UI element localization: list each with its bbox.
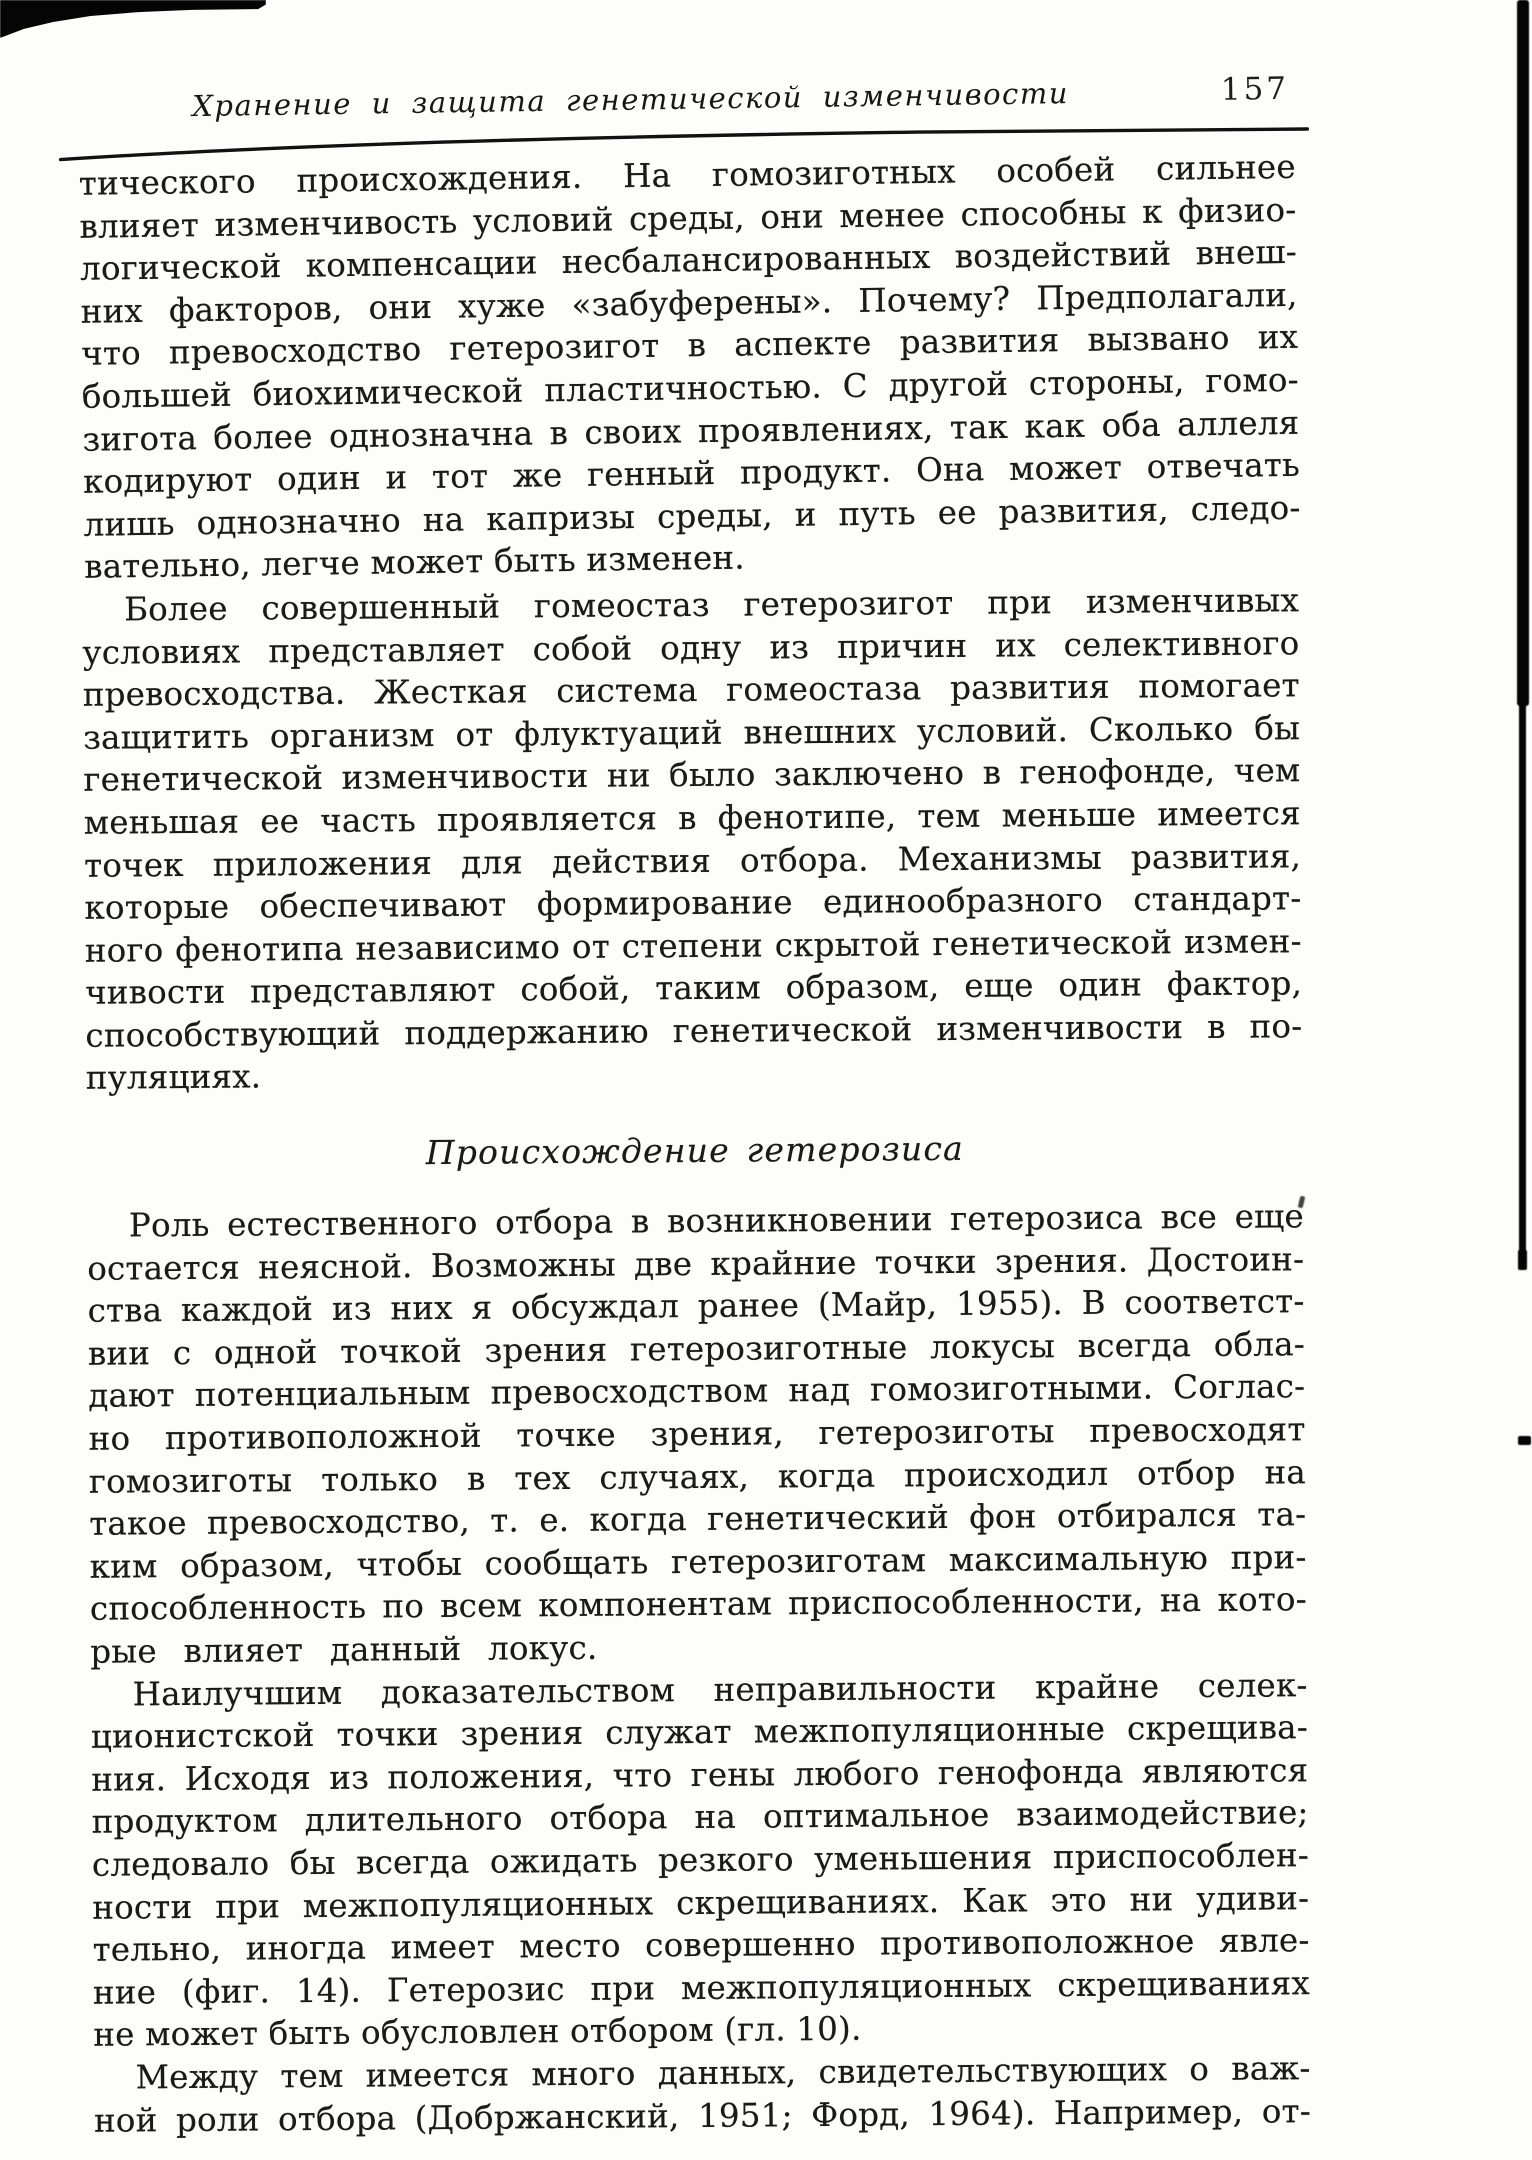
paragraph xyxy=(93,2047,1311,2142)
text-line: ким образом, чтобы сообщать гетерозиготам максимальную при- xyxy=(89,1537,1307,1586)
text-line: логической компенсации несбалансированных воздействий внеш- xyxy=(79,232,1298,288)
paragraph xyxy=(82,579,1303,1100)
text-line: превосходства. Жесткая система гомеостаза развития помогает xyxy=(82,666,1300,714)
text-line: чивости представляют собой, таким образом, еще один фактор, xyxy=(84,964,1303,1013)
text-line: Между тем имеется много данных, свидетельствующих о важ- xyxy=(135,2049,1311,2097)
paragraph xyxy=(90,1664,1310,2057)
scan-artifact-right-edge-middle xyxy=(1519,702,1526,1254)
text-line: Более совершенный гомеостаз гетерозигот при изменчивых xyxy=(123,581,1300,629)
text-line: следовало бы всегда ожидать резкого уменьшения приспособлен- xyxy=(91,1836,1310,1884)
text-line: защитить организм от флуктуаций внешних условий. Сколько бы xyxy=(82,708,1301,757)
text-line: вии с одной точкой зрения гетерозиготные локусы всегда обла- xyxy=(87,1325,1306,1373)
text-line: но противоположной точке зрения, гетерозиготы превосходят xyxy=(88,1410,1306,1458)
text-line: Наилучшим доказательством неправильности крайне селек- xyxy=(132,1665,1308,1713)
text-line: остается неясной. Возможны две крайние точки зрения. Достоин- xyxy=(87,1239,1305,1288)
scan-artifact-right-edge-top xyxy=(1517,0,1529,706)
text-line: кодируют один и тот же генный продукт. Она может отвечать xyxy=(82,445,1301,501)
text-line: такое превосходство, т. е. когда генетический фон отбирался та- xyxy=(89,1495,1307,1543)
text-line: них факторов, они хуже «забуферены». Почему? Предполагали, xyxy=(80,275,1298,331)
text-line: точек приложения для действия отбора. Механизмы развития, xyxy=(83,836,1302,885)
section-heading: Происхождение гетерозиса xyxy=(425,1128,965,1173)
page-body xyxy=(78,147,1312,2142)
text-line: пуляциях. xyxy=(85,1057,262,1098)
text-line: ной роли отбора (Добржанский, 1951; Форд, 1964). Например, от- xyxy=(93,2091,1312,2140)
text-line: дают потенциальным превосходством над гомозиготными. Соглас- xyxy=(88,1367,1306,1416)
text-line: генетической изменчивости ни было заключено в генофонде, чем xyxy=(83,751,1301,800)
text-line: что превосходство гетерозигот в аспекте развития вызвано их xyxy=(81,318,1299,374)
scan-artifact-right-edge-dash xyxy=(1518,1436,1531,1445)
text-line: ния. Исходя из положения, что гены любого генофонда являются xyxy=(91,1750,1309,1799)
text-line: ционистской точки зрения служат межпопуляционные скрещива- xyxy=(90,1708,1309,1756)
text-line: влияет изменчивость условий среды, они менее способны к физио- xyxy=(79,190,1297,246)
text-line: ние (фиг. 14). Гетерозис при межпопуляционных скрещиваниях xyxy=(92,1963,1311,2012)
text-line: рые влияет данный локус. xyxy=(90,1628,598,1671)
scan-artifact-top-left-corner xyxy=(0,0,266,38)
text-line: большей биохимической пластичностью. С другой стороны, гомо- xyxy=(81,360,1300,416)
text-line: не может быть обусловлен отбором (гл. 10). xyxy=(93,2010,862,2055)
page xyxy=(78,70,1312,2142)
page-number: 157 xyxy=(1220,70,1290,108)
text-line: способствующий поддержанию генетической изменчивости в по- xyxy=(85,1007,1303,1055)
paragraph xyxy=(79,146,1302,589)
text-line: продуктом длительного отбора на оптимальное взаимодействие; xyxy=(91,1793,1309,1842)
text-line: Роль естественного отбора в возникновении гетерозиса все еще xyxy=(128,1197,1305,1245)
scan-artifact-right-edge-blob xyxy=(1518,1250,1527,1270)
text-line: лишь однозначно на капризы среды, и путь ее развития, следо- xyxy=(83,488,1301,544)
text-line: вательно, легче может быть изменен. xyxy=(83,538,746,587)
text-line: гомозиготы только в тех случаях, когда происходил отбор на xyxy=(88,1452,1307,1501)
text-line: которые обеспечивают формирование единообразного стандарт- xyxy=(84,879,1302,927)
running-title: Хранение и защита генетической изменчивости xyxy=(191,76,1070,124)
text-line: зигота более однозначна в своих проявлениях, так как оба аллеля xyxy=(82,403,1300,459)
text-line: тического происхождения. На гомозиготных особей сильнее xyxy=(78,147,1297,203)
paragraph xyxy=(87,1195,1308,1673)
text-line: ства каждой из них я обсуждал ранее (Майр, 1955). В соответст- xyxy=(87,1282,1305,1330)
text-line: способленность по всем компонентам приспособленности, на кото- xyxy=(89,1580,1308,1629)
text-line: условиях представляет собой одну из причин их селективного xyxy=(82,623,1300,672)
text-line: ности при межпопуляционных скрещиваниях. Как это ни удиви- xyxy=(92,1878,1310,1927)
text-line: меньшая ее часть проявляется в фенотипе, тем меньше имеется xyxy=(83,794,1301,842)
text-line: ного фенотипа независимо от степени скрытой генетической измен- xyxy=(84,921,1302,970)
text-line: тельно, иногда имеет место совершенно противоположное явле- xyxy=(92,1921,1310,1969)
